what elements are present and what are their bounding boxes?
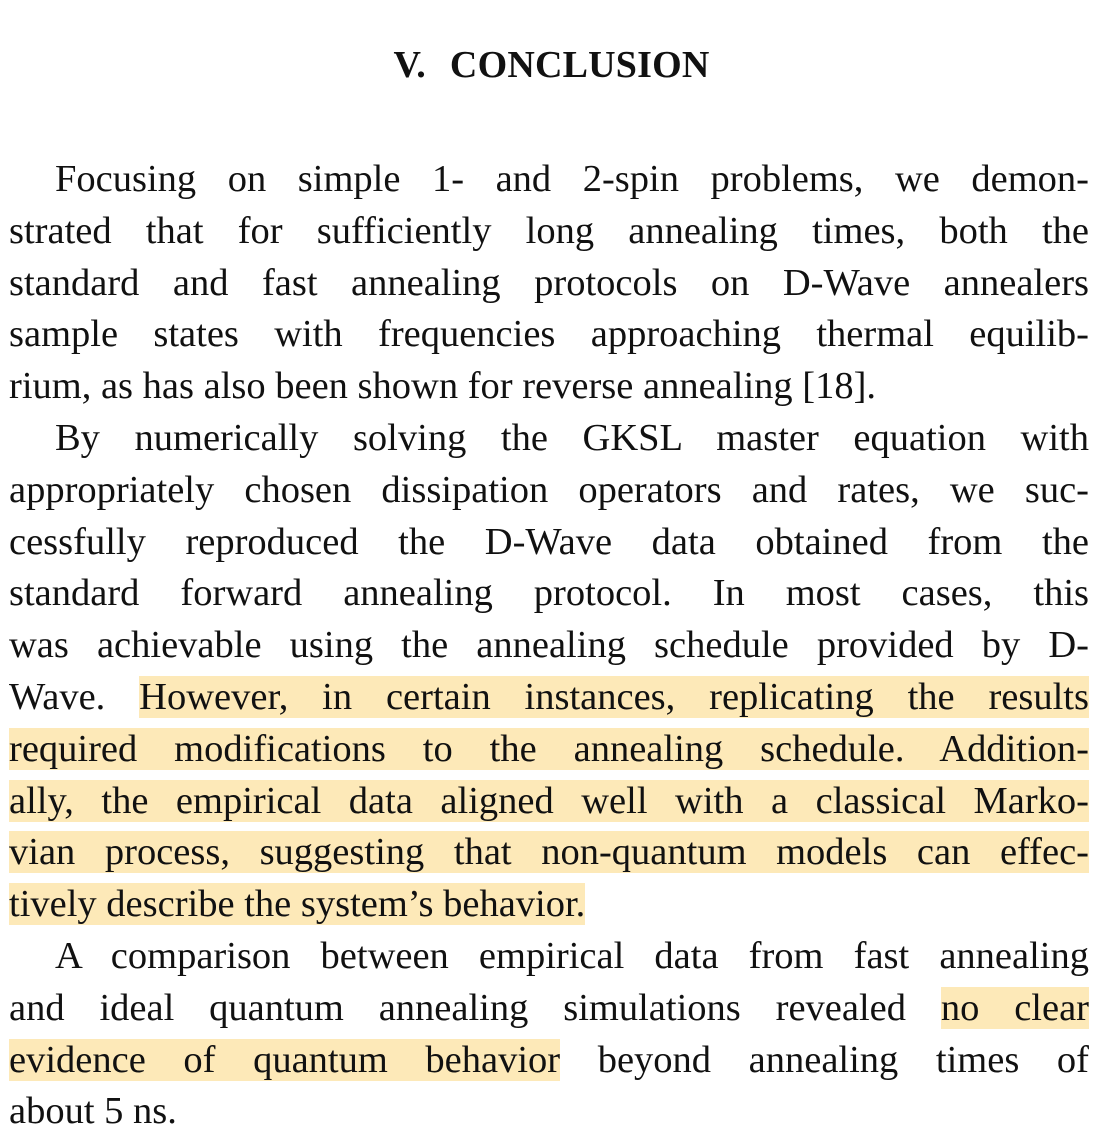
text-span: appropriately chosen dissipation operators and rates, we suc- xyxy=(9,468,1089,511)
text-line xyxy=(9,154,1089,206)
paragraph xyxy=(9,931,1089,1138)
text-span: By numerically solving the GKSL master equation with xyxy=(55,416,1089,459)
text-span: cessfully reproduced the D-Wave data obtained from the xyxy=(9,520,1089,563)
text-line xyxy=(9,517,1089,569)
text-line xyxy=(9,568,1089,620)
highlighted-text: required modifications to the annealing schedule. Addition- xyxy=(9,727,1089,770)
text-line xyxy=(9,206,1089,258)
text-span: Wave. xyxy=(9,675,140,718)
text-line xyxy=(9,465,1089,517)
text-span: strated that for sufficiently long annealing times, both the xyxy=(9,209,1089,252)
section-number: V. xyxy=(393,44,426,86)
paragraph xyxy=(9,413,1089,931)
paragraph xyxy=(9,154,1089,413)
text-line xyxy=(9,776,1089,828)
conclusion-body xyxy=(9,154,1089,1138)
text-line xyxy=(9,879,1089,931)
text-span: and ideal quantum annealing simulations revealed xyxy=(9,986,941,1029)
highlighted-text: evidence of quantum behavior xyxy=(9,1038,561,1081)
highlighted-text: vian process, suggesting that non-quantum models can effec- xyxy=(9,831,1089,874)
text-line xyxy=(9,931,1089,983)
text-line xyxy=(9,724,1089,776)
text-span: beyond annealing times of xyxy=(560,1038,1089,1081)
section-title: CONCLUSION xyxy=(449,44,710,86)
text-span: sample states with frequencies approaching thermal equilib- xyxy=(9,313,1089,356)
text-span: rium, as has also been shown for reverse annealing [18]. xyxy=(9,365,877,408)
text-line xyxy=(9,620,1089,672)
text-line xyxy=(9,413,1089,465)
highlighted-text: tively describe the system’s behavior. xyxy=(9,883,586,926)
text-line xyxy=(9,1086,1089,1138)
text-line xyxy=(9,361,1089,413)
text-span: was achievable using the annealing schedule provided by D- xyxy=(9,624,1089,667)
text-line xyxy=(9,1035,1089,1087)
text-line xyxy=(9,983,1089,1035)
text-span: A comparison between empirical data from fast annealing xyxy=(55,934,1089,977)
text-line xyxy=(9,258,1089,310)
text-span: Focusing on simple 1- and 2-spin problems, we demon- xyxy=(55,158,1089,200)
text-line xyxy=(9,672,1089,724)
text-span: standard forward annealing protocol. In most cases, this xyxy=(9,572,1089,615)
text-span: standard and fast annealing protocols on D-Wave annealers xyxy=(9,261,1089,304)
text-span: about 5 ns. xyxy=(9,1090,177,1133)
highlighted-text: ally, the empirical data aligned well with a classical Marko- xyxy=(9,779,1089,822)
highlighted-text: no clear xyxy=(940,986,1089,1029)
highlighted-text: However, in certain instances, replicating the results xyxy=(139,675,1089,718)
text-line xyxy=(9,827,1089,879)
text-line xyxy=(9,309,1089,361)
section-heading xyxy=(0,40,1103,90)
